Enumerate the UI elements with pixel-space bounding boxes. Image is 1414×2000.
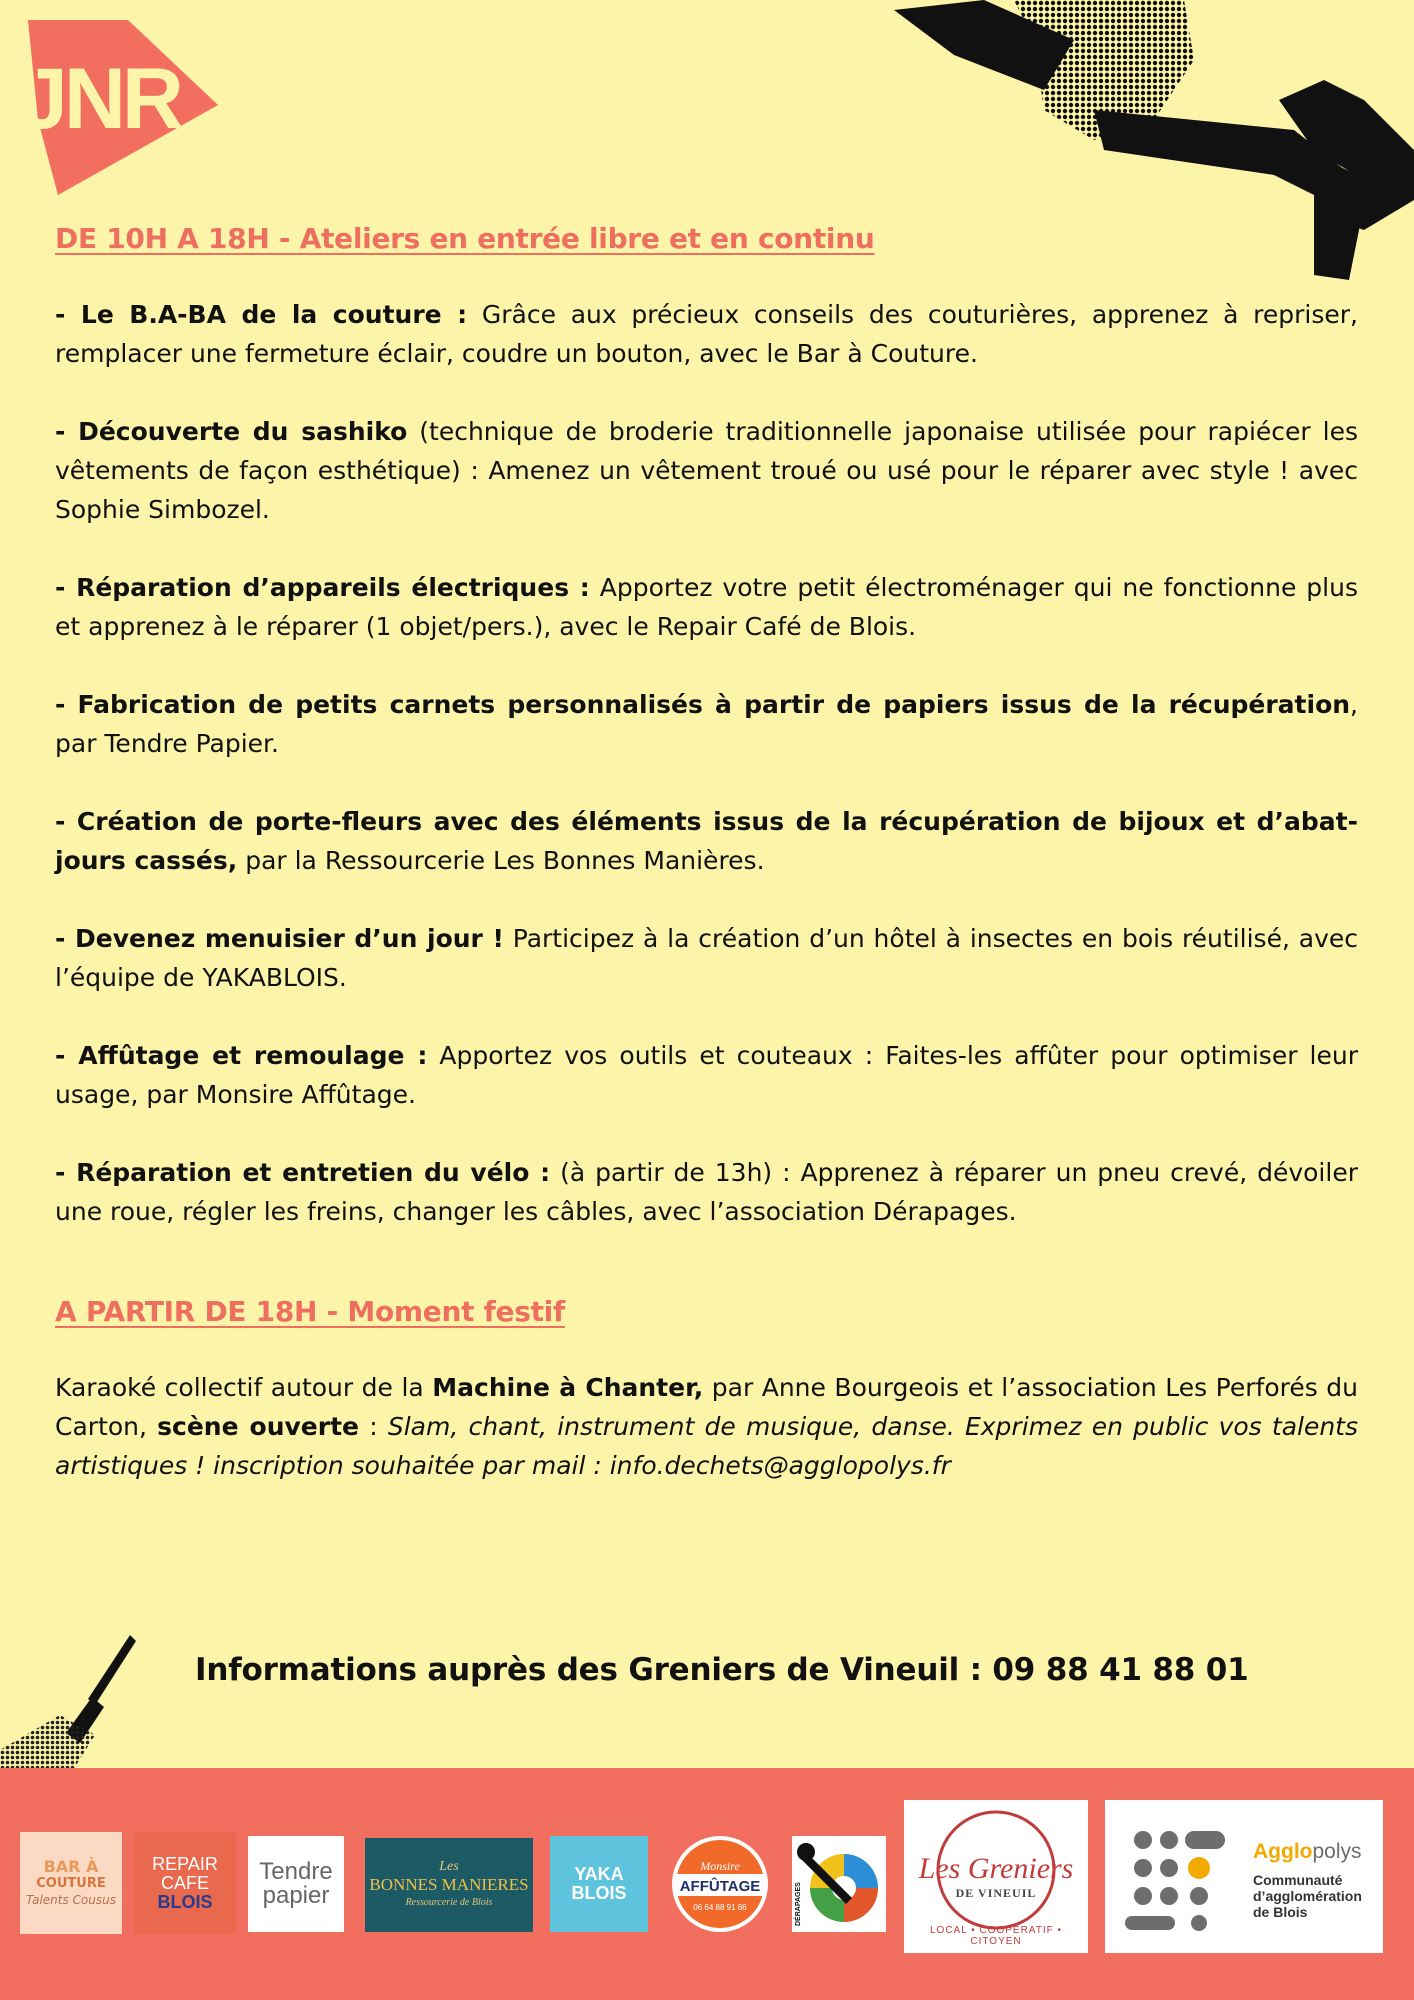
derapages-logo-graphic <box>792 1836 886 1932</box>
festif-bold-scene: scène ouverte <box>157 1412 359 1441</box>
greniers-logo-line2: DE VINEUIL <box>955 1886 1037 1900</box>
atelier-item-title: - Réparation d’appareils électriques : <box>55 573 590 602</box>
atelier-item-text: (technique de broderie traditionnelle japonaise utilisée pour rapiécer les vêtements de façon esthétique) : Amenez un vêtement troué ou usé pour le réparer avec style ! avec Sophie Simbozel. <box>55 417 1358 524</box>
main-content <box>55 222 1358 1485</box>
partner-logo-yakablois <box>550 1836 648 1932</box>
partner-logo-tendre-papier <box>248 1836 344 1932</box>
partner-logo-bonnes-manieres <box>365 1838 533 1932</box>
agglopolys-brand <box>1253 1840 1362 1864</box>
agglopolys-description <box>1253 1872 1362 1920</box>
atelier-item-title: - Découverte du sashiko <box>55 417 408 446</box>
atelier-item <box>55 1036 1358 1114</box>
partner-logo-agglopolys <box>1105 1800 1383 1953</box>
atelier-item-text: Apportez vos outils et couteaux : Faites-les affûter pour optimiser leur usage, par Monsire Affûtage. <box>55 1041 1359 1109</box>
bar-logo-line2: COUTURE <box>36 1875 106 1891</box>
section-title-festif: A PARTIR DE 18H - Moment festif <box>55 1295 565 1328</box>
affutage-logo-line3: 06 64 88 91 86 <box>693 1903 747 1912</box>
atelier-item <box>55 919 1358 997</box>
affutage-logo-graphic <box>664 1834 776 1934</box>
jnr-logo <box>18 20 218 195</box>
atelier-item-title: - Le B.A-BA de la couture : <box>55 300 468 329</box>
tendre-logo-line2: papier <box>262 1882 330 1909</box>
festif-text-2: par Anne Bourgeois et l’association Les Perforés du Carton, <box>55 1373 1358 1441</box>
affutage-logo-line1: Monsire <box>700 1859 740 1873</box>
agglopolys-desc-line3: de Blois <box>1253 1904 1308 1920</box>
agglopolys-brand-part2: polys <box>1312 1840 1362 1863</box>
atelier-item-title: - Affûtage et remoulage : <box>55 1041 428 1070</box>
bar-logo-line3: Talents Cousus <box>26 1892 116 1907</box>
bonnes-logo-line1: Les <box>439 1859 459 1874</box>
bar-logo-line1: BAR À <box>43 1856 99 1876</box>
repair-logo-line3: BLOIS <box>157 1891 213 1912</box>
agglopolys-brand-part1: Agglo <box>1253 1840 1313 1863</box>
festif-italic: Slam, chant, instrument de musique, danse. Exprimez en public vos talents artistiques ! inscription souhaitée par mail : info.dechets@agglopolys.fr <box>55 1412 1359 1480</box>
partner-logo-monsire-affutage <box>664 1834 776 1934</box>
atelier-item-text: , par Tendre Papier. <box>55 690 1358 758</box>
affutage-logo-line2: AFFÛTAGE <box>679 1878 761 1895</box>
atelier-item <box>55 685 1358 763</box>
partner-logo-greniers-de-vineuil <box>904 1800 1088 1953</box>
atelier-item-text: (à partir de 13h) : Apprenez à réparer un pneu crevé, dévoiler une roue, régler les freins, changer les câbles, avec l’association Dérapages. <box>55 1158 1358 1226</box>
atelier-item-text: par la Ressourcerie Les Bonnes Manières. <box>237 846 765 875</box>
greniers-logo-line3: LOCAL • COOPÉRATIF • CITOYEN <box>929 1925 1063 1947</box>
partner-logo-repair-cafe <box>134 1832 236 1934</box>
atelier-item-title: - Fabrication de petits carnets personnalisés à partir de papiers issus de la récupération <box>55 690 1351 719</box>
agglopolys-dots-graphic <box>1123 1818 1263 1938</box>
festif-bold-machine: Machine à Chanter, <box>432 1373 704 1402</box>
yaka-logo-line2: BLOIS <box>571 1883 627 1903</box>
atelier-item-text: Apportez votre petit électroménager qui ne fonctionne plus et apprenez à le réparer (1 objet/pers.), avec le Repair Café de Blois. <box>55 573 1358 641</box>
festif-text-1: Karaoké collectif autour de la <box>55 1373 433 1402</box>
section-title-ateliers: DE 10H A 18H - Ateliers en entrée libre et en continu <box>55 222 875 255</box>
atelier-item <box>55 568 1358 646</box>
agglopolys-desc-line1: Communauté <box>1253 1872 1343 1888</box>
jnr-logo-text: JNR <box>20 51 181 147</box>
bonnes-logo-line3: Ressourcerie de Blois <box>405 1897 493 1908</box>
atelier-item <box>55 802 1358 880</box>
atelier-item-text: Grâce aux précieux conseils des couturières, apprenez à repriser, remplacer une fermeture éclair, coudre un bouton, avec le Bar à Couture. <box>55 300 1358 368</box>
atelier-item <box>55 1153 1358 1231</box>
bonnes-logo-line2: BONNES MANIERES <box>369 1875 529 1894</box>
greniers-logo-line1: Les Greniers <box>918 1852 1074 1885</box>
festif-text-3: : <box>359 1412 388 1441</box>
festif-paragraph <box>55 1368 1358 1485</box>
atelier-item-title: - Devenez menuisier d’un jour ! <box>55 924 504 953</box>
partner-logo-bar-a-couture <box>20 1832 122 1934</box>
atelier-item-text: Participez à la création d’un hôtel à insectes en bois réutilisé, avec l’équipe de YAKABLOIS. <box>55 924 1358 992</box>
partner-logo-derapages <box>792 1836 886 1932</box>
atelier-item-title: - Création de porte-fleurs avec des éléments issus de la récupération de bijoux et d’abat-jours cassés, <box>55 807 1358 875</box>
contact-info: Informations auprès des Greniers de Vineuil : 09 88 41 88 01 <box>195 1652 1249 1688</box>
derapages-logo-text: DÉRAPAGES <box>795 1882 802 1926</box>
yaka-logo-line1: YAKA <box>574 1864 624 1884</box>
atelier-item <box>55 412 1358 529</box>
repair-logo-line1: REPAIR <box>152 1853 218 1874</box>
agglopolys-desc-line2: d’agglomération <box>1253 1888 1362 1904</box>
atelier-item-title: - Réparation et entretien du vélo : <box>55 1158 551 1187</box>
repair-logo-line2: CAFE <box>160 1872 209 1893</box>
atelier-item <box>55 295 1358 373</box>
tendre-logo-line1: Tendre <box>259 1858 333 1885</box>
